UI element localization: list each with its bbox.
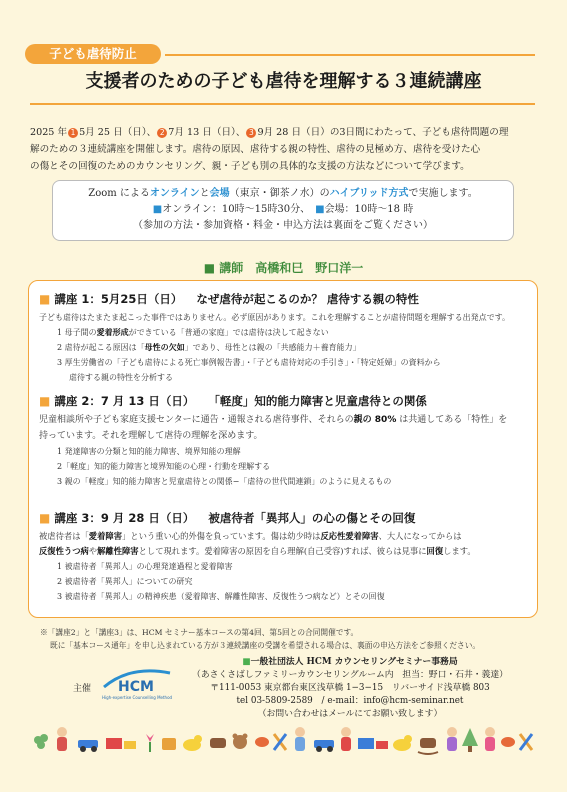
course-2-heading [39, 393, 531, 409]
tree-icon [462, 728, 478, 752]
intro-line-2: 解のための３連続講座を開催します。虐待の原因、虐待する親の特性、虐待の見極め方、虐待を受けた心 [30, 144, 481, 155]
course-label: 講座 2： [54, 394, 101, 408]
list-item: 2「軽度」知的能力障害と境界知能の心理・行動を理解する [57, 462, 271, 471]
list-item: 1 母子間の愛着形成ができている「普通の家庭」では虐待は決して起きない [57, 328, 329, 337]
organizer-address: 〒111-0053 東京都台東区浅草橋 1−3−15 リバーサイド浅草橋 803 [210, 683, 490, 693]
hybrid-label: ハイブリッド方式 [329, 188, 409, 199]
course-title: なぜ虐待が起こるのか？ 虐待する親の特性 [196, 292, 419, 306]
square-icon: ■ [39, 511, 51, 525]
online-label: オンライン [149, 188, 200, 199]
train-icon [106, 738, 136, 749]
doll-icon [295, 727, 305, 751]
footnote-line-1: ※「講座2」と「講座3」は、HCM セミナー基本コースの第4回、第5回との合同開催です。 [40, 628, 359, 637]
course-2 [39, 393, 531, 489]
svg-text:HCM: HCM [118, 679, 154, 695]
course-day: （日） [159, 394, 195, 408]
number-1-icon: 1 [68, 128, 78, 138]
square-icon: ■ [152, 204, 163, 215]
car-icon [78, 740, 98, 752]
course-label: 講座 3： [54, 511, 101, 525]
intro-line-3: の傷とその回復のためのカウンセリング、親・子ども別の具体的な支援の方法などについて学びます。 [30, 161, 470, 172]
course-day: （日） [147, 292, 183, 306]
rocking-horse-icon [418, 738, 438, 754]
course-description-2: 反復性うつ病や解離性障害として現れます。愛着障害の原因を自ら理解(自己受容)すれば、彼らは見事に回復します。 [39, 546, 476, 556]
bird-icon [501, 737, 515, 747]
svg-text:High-expertise Counselling Met: High-expertise Counselling Method [102, 695, 173, 700]
format-text: で実施します。 [408, 188, 478, 199]
intro-paragraph [30, 124, 536, 175]
bird-icon [255, 737, 269, 747]
horse-icon [210, 738, 226, 748]
intro-date-1: 5月 25 日（日）、 [79, 127, 157, 138]
organizer-block [180, 656, 520, 721]
course-description-2: 持っています。それを理解して虐待の理解を深めます。 [39, 431, 263, 441]
list-item: 1 発達障害の分類と知的能力障害、境界知能の理解 [57, 447, 241, 456]
course-title: 被虐待者「異邦人」の心の傷とその回復 [208, 511, 416, 525]
course-3 [39, 510, 531, 604]
course-1 [39, 291, 531, 385]
doll-icon [447, 727, 457, 751]
course-description: 子ども虐待はたまたま起こった事件ではありません。必ず原因があります。これを理解することが虐待問題を理解する出発点です。 [39, 313, 511, 322]
organizer-sub: （あさくさばしファミリーカウンセリングルーム内 担当：野口・石井・義達） [192, 670, 508, 680]
format-text: （東京・御茶ノ水）の [229, 188, 330, 199]
footnote-line-2: 既に「基本コース通年」を申し込まれている方が３連続講座の受講を希望される場合は、裏面の申込方法をご参照ください。 [50, 641, 481, 650]
square-icon: ■ [39, 394, 51, 408]
course-3-heading [39, 510, 531, 526]
sponsor-label: 主催 [73, 684, 92, 694]
hcm-logo [100, 667, 182, 701]
doll-icon [485, 727, 495, 751]
course-label: 講座 1： [54, 292, 101, 306]
list-item: 2 虐待が起こる原因は「母性の欠如」であり、母性とは親の「共感能力＋養育能力」 [57, 343, 361, 352]
list-item: 1 被虐待者「異邦人」の心理発達過程と愛着障害 [57, 562, 233, 571]
course-date: 5月25日 [100, 292, 148, 306]
venue-time: 会場：10時〜18 時 [324, 204, 414, 215]
square-icon: ■ [315, 204, 325, 215]
organizer-name: 一般社団法人 HCM カウンセリングセミナー事務局 [250, 657, 458, 667]
course-description: 被虐待者は「愛着障害」という重い心的外傷を負っています。傷は幼少時は反応性愛着障害、大人になってからは [39, 531, 462, 541]
list-item: 3 親の「軽度」知的能力障害と児童虐待との関係−「虐待の世代間連鎖」のように見えるもの [57, 477, 392, 486]
list-item: 3 被虐待者「異邦人」の精神疾患（愛着障害、解離性障害、反復性うつ病など）とその回復 [57, 592, 385, 601]
organizer-contact: tel 03-5809-2589 / e-mail：info@hcm-seminar.net [236, 696, 464, 706]
course-title: 「軽度」知的能力障害と児童虐待との関係 [208, 394, 427, 408]
intro-date-3: 9月 28 日（日）の3日間にわたって、子ども虐待問題の理 [257, 127, 509, 138]
crossed-tools-icon [520, 734, 532, 750]
doll-icon [341, 727, 351, 751]
doll-icon [57, 727, 67, 751]
course-day: （日） [159, 511, 195, 525]
crossed-tools-icon [274, 734, 286, 750]
duck-icon [183, 735, 202, 751]
page-title: 支援者のための子ども虐待を理解する３連続講座 [85, 71, 482, 92]
course-description: 児童相談所や子ども家庭支援センターに通告・通報される虐待事件、それらの親の 80% は共通してある「特性」を [39, 415, 508, 425]
footnote [40, 626, 540, 652]
format-text: Zoom による [88, 188, 150, 199]
online-time: オンライン：10時〜15時30分、 [162, 204, 306, 215]
instructors-heading: ■ 講師 高橋和巳 野口洋一 [203, 261, 364, 275]
toys-decoration [28, 718, 538, 758]
train-icon [358, 738, 388, 749]
list-item-continuation: 虐待する親の特性を分析する [69, 373, 173, 382]
organizer-inquiry: （お問い合わせはメールにてお願い致します） [257, 709, 443, 719]
course-1-heading [39, 291, 531, 307]
title-underline [30, 103, 535, 105]
number-2-icon: 2 [157, 128, 167, 138]
square-icon: ■ [39, 292, 51, 306]
format-box [52, 180, 514, 241]
square-icon: ■ [242, 657, 251, 667]
bear-icon [233, 734, 248, 750]
courses-panel [28, 280, 538, 618]
intro-year: 2025 年 [30, 127, 68, 138]
course-date: 9 月 28 日 [100, 511, 160, 525]
drum-icon [162, 738, 176, 750]
list-item: 3 厚生労働省の「子ども虐待による死亡事例報告書」・「子ども虐待対応の手引き」・「特定妊婦」の資料から [57, 358, 441, 367]
intro-date-2: 7月 13 日（日）、 [168, 127, 246, 138]
header-rule [165, 54, 535, 56]
venue-label: 会場 [209, 188, 230, 199]
clover-icon [34, 734, 48, 749]
topic-badge: 子ども虐待防止 [25, 44, 161, 64]
list-item: 2 被虐待者「異邦人」についての研究 [57, 577, 193, 586]
format-text: と [199, 188, 210, 199]
course-date: 7 月 13 日 [100, 394, 160, 408]
car-icon [314, 740, 334, 752]
duck-icon [393, 735, 412, 751]
tulip-icon [146, 734, 154, 752]
back-page-reference: （参加の方法・参加資格・料金・申込方法は裏面をご覧ください） [133, 220, 433, 231]
number-3-icon: 3 [246, 128, 256, 138]
